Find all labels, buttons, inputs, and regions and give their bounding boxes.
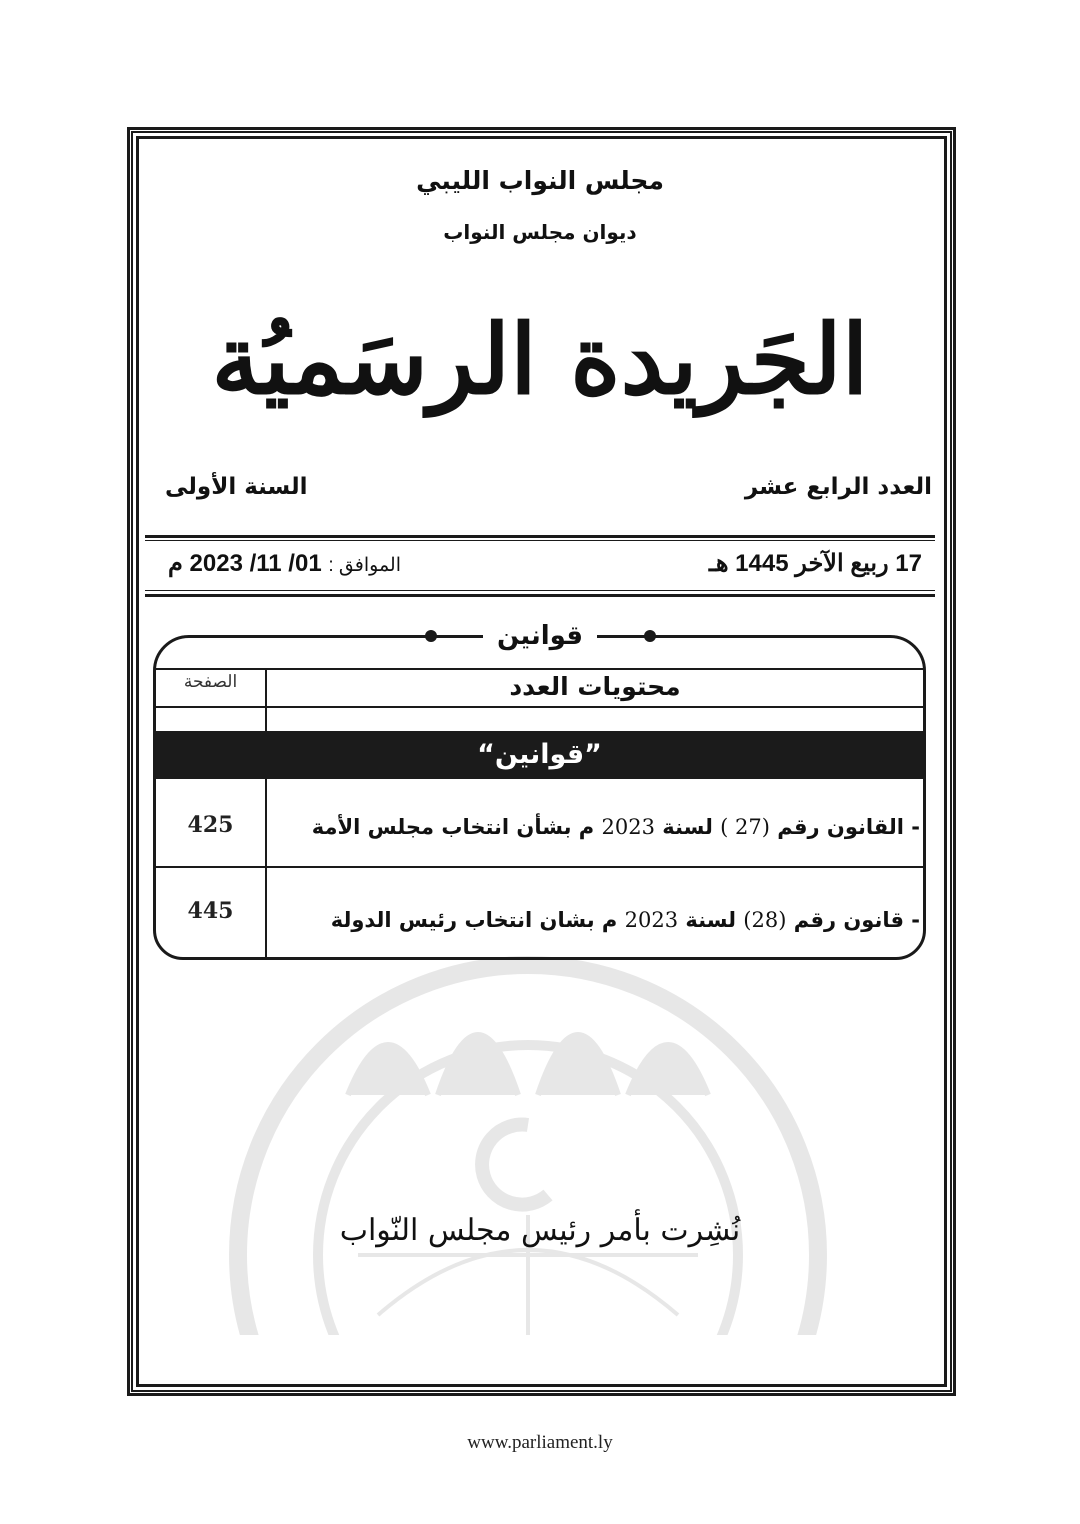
website-link[interactable]: www.parliament.ly xyxy=(467,1432,613,1453)
toc-rule xyxy=(156,706,923,708)
law-year: 2023 xyxy=(624,908,679,932)
law-number: (27 ) xyxy=(720,815,770,839)
gregorian-date-value: 01/ 11/ 2023 م xyxy=(168,550,322,577)
toc-rule xyxy=(156,866,923,868)
issue-number: العدد الرابع عشر xyxy=(744,474,932,500)
toc-heading: محتويات العدد xyxy=(509,672,681,701)
institution-name: مجلس النواب الليبي xyxy=(416,166,664,195)
date-rule-bottom-thick xyxy=(145,594,935,597)
gazette-title: الجَريدة الرسَميُة xyxy=(211,303,869,416)
toc-caption xyxy=(0,619,1080,655)
department-name: ديوان مجلس النواب xyxy=(443,220,637,244)
publication-year: السنة الأولى xyxy=(165,474,308,500)
law-year: 2023 xyxy=(601,815,655,839)
toc-column-divider xyxy=(265,779,267,957)
entry-page-number: 425 xyxy=(187,812,234,838)
entry-year-label: لسنة xyxy=(685,908,736,932)
toc-entry[interactable] xyxy=(331,908,920,932)
entry-subject: م بشأن انتخاب مجلس الأمة xyxy=(311,815,595,839)
hijri-date: 17 ربيع الآخر 1445 هـ xyxy=(708,550,922,577)
toc-caption-label: قوانين xyxy=(483,619,597,653)
entry-year-label: لسنة xyxy=(662,815,713,839)
section-laws-band: ”قوانين“ xyxy=(156,731,923,779)
entry-prefix: - القانون رقم xyxy=(777,815,920,839)
page-column-heading: الصفحة xyxy=(183,672,238,692)
date-rule-top-thin xyxy=(145,540,935,541)
law-number: (28) xyxy=(743,908,787,932)
toc-entry[interactable] xyxy=(312,815,920,839)
date-rule-bottom-thin xyxy=(145,590,935,591)
gregorian-date xyxy=(168,549,401,578)
published-by-statement: نُشِرت بأمر رئيس مجلس النّواب xyxy=(339,1213,741,1248)
entry-prefix: - قانون رقم xyxy=(793,908,920,932)
entry-page-number: 445 xyxy=(187,898,234,924)
date-rule-top-thick xyxy=(145,535,935,538)
gregorian-date-label: الموافق : xyxy=(328,555,401,576)
entry-subject: م بشان انتخاب رئيس الدولة xyxy=(330,908,618,932)
